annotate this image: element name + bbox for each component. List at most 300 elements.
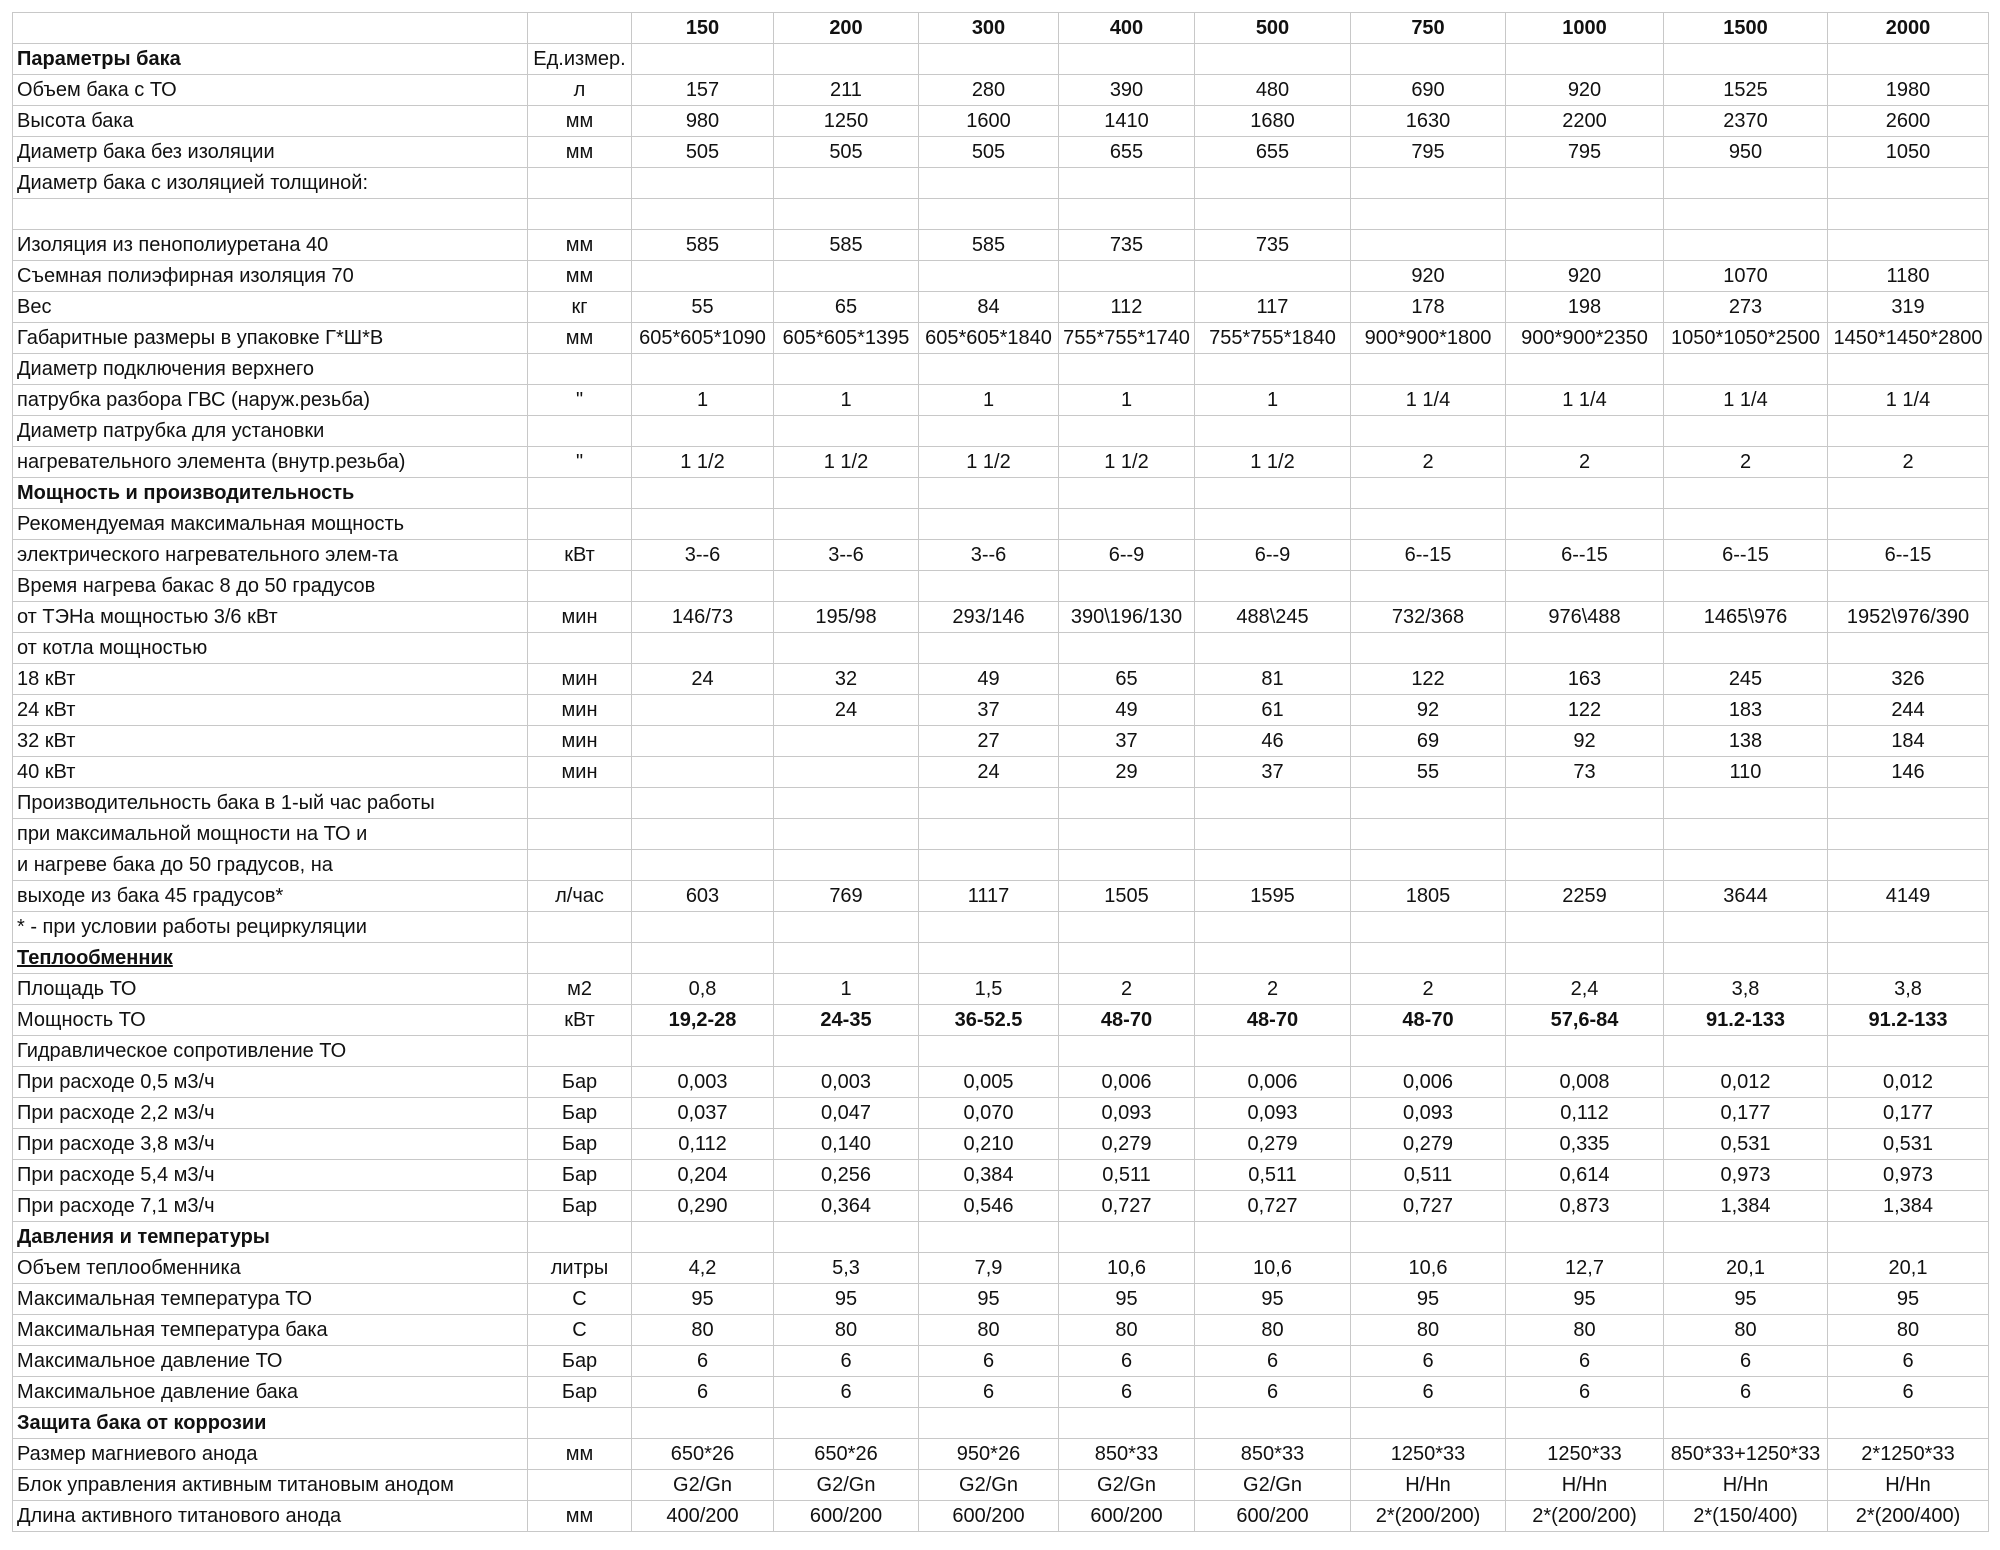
value-cell bbox=[632, 819, 774, 850]
value-cell: 55 bbox=[1351, 757, 1506, 788]
value-cell: 0,256 bbox=[774, 1160, 919, 1191]
value-cell: 605*605*1090 bbox=[632, 323, 774, 354]
value-cell: 0,727 bbox=[1351, 1191, 1506, 1222]
table-row bbox=[13, 75, 1989, 106]
value-cell bbox=[774, 416, 919, 447]
value-cell: 37 bbox=[919, 695, 1059, 726]
table-row bbox=[13, 1036, 1989, 1067]
row-unit bbox=[528, 1222, 632, 1253]
value-cell bbox=[1506, 478, 1664, 509]
value-cell bbox=[632, 354, 774, 385]
value-cell: 95 bbox=[1664, 1284, 1828, 1315]
value-cell bbox=[1664, 819, 1828, 850]
row-unit: Бар bbox=[528, 1098, 632, 1129]
value-cell bbox=[1506, 1408, 1664, 1439]
value-cell: 480 bbox=[1195, 75, 1351, 106]
value-cell: 0,335 bbox=[1506, 1129, 1664, 1160]
value-cell: 0,873 bbox=[1506, 1191, 1664, 1222]
value-cell: 1,5 bbox=[919, 974, 1059, 1005]
value-cell: 2370 bbox=[1664, 106, 1828, 137]
value-cell bbox=[1828, 850, 1989, 881]
value-cell: 211 bbox=[774, 75, 919, 106]
value-cell: 6 bbox=[632, 1346, 774, 1377]
value-cell: 4,2 bbox=[632, 1253, 774, 1284]
value-cell: 980 bbox=[632, 106, 774, 137]
value-cell bbox=[1506, 509, 1664, 540]
row-label: Диаметр бака без изоляции bbox=[13, 137, 528, 168]
value-cell bbox=[1195, 788, 1351, 819]
value-cell bbox=[774, 1036, 919, 1067]
row-label: При расходе 2,2 м3/ч bbox=[13, 1098, 528, 1129]
value-cell: 0,204 bbox=[632, 1160, 774, 1191]
row-label: Вес bbox=[13, 292, 528, 323]
value-cell bbox=[919, 199, 1059, 230]
value-cell: 1600 bbox=[919, 106, 1059, 137]
row-unit: Ед.измер. bbox=[528, 44, 632, 75]
value-cell: 6--15 bbox=[1828, 540, 1989, 571]
value-cell bbox=[632, 199, 774, 230]
value-cell: 0,093 bbox=[1351, 1098, 1506, 1129]
value-cell: 0,005 bbox=[919, 1067, 1059, 1098]
value-cell: 1410 bbox=[1059, 106, 1195, 137]
value-cell bbox=[1195, 261, 1351, 292]
value-cell bbox=[1195, 1408, 1351, 1439]
value-cell: 850*33 bbox=[1195, 1439, 1351, 1470]
value-cell bbox=[1059, 943, 1195, 974]
value-cell: 6 bbox=[1059, 1377, 1195, 1408]
value-cell: 2 bbox=[1351, 974, 1506, 1005]
value-cell: 900*900*2350 bbox=[1506, 323, 1664, 354]
table-row bbox=[13, 44, 1989, 75]
value-cell: 163 bbox=[1506, 664, 1664, 695]
value-cell: 95 bbox=[1195, 1284, 1351, 1315]
value-cell: 48-70 bbox=[1195, 1005, 1351, 1036]
value-cell: 600/200 bbox=[919, 1501, 1059, 1532]
value-cell bbox=[1059, 416, 1195, 447]
value-cell: 6 bbox=[774, 1377, 919, 1408]
value-cell bbox=[632, 912, 774, 943]
value-cell: 20,1 bbox=[1828, 1253, 1989, 1284]
value-cell bbox=[774, 168, 919, 199]
row-label: Рекомендуемая максимальная мощность bbox=[13, 509, 528, 540]
row-label: выходе из бака 45 градусов* bbox=[13, 881, 528, 912]
value-cell bbox=[1351, 850, 1506, 881]
row-label: Объем теплообменника bbox=[13, 1253, 528, 1284]
value-cell: 1250 bbox=[774, 106, 919, 137]
value-cell: 0,279 bbox=[1059, 1129, 1195, 1160]
row-unit bbox=[528, 819, 632, 850]
value-cell bbox=[632, 788, 774, 819]
value-cell: 6 bbox=[1664, 1377, 1828, 1408]
table-row bbox=[13, 230, 1989, 261]
value-cell: 48-70 bbox=[1351, 1005, 1506, 1036]
value-cell bbox=[1059, 912, 1195, 943]
value-cell: 12,7 bbox=[1506, 1253, 1664, 1284]
value-cell bbox=[632, 726, 774, 757]
value-cell: 245 bbox=[1664, 664, 1828, 695]
value-cell: 0,727 bbox=[1195, 1191, 1351, 1222]
value-cell: 0,006 bbox=[1195, 1067, 1351, 1098]
row-label: от котла мощностью bbox=[13, 633, 528, 664]
value-cell: 1250*33 bbox=[1351, 1439, 1506, 1470]
value-cell: 146 bbox=[1828, 757, 1989, 788]
value-cell bbox=[919, 509, 1059, 540]
value-cell: 6 bbox=[774, 1346, 919, 1377]
value-cell bbox=[1195, 912, 1351, 943]
value-cell bbox=[632, 571, 774, 602]
row-label: Давления и температуры bbox=[13, 1222, 528, 1253]
value-cell: 1505 bbox=[1059, 881, 1195, 912]
value-cell bbox=[1195, 1036, 1351, 1067]
value-cell bbox=[1828, 199, 1989, 230]
row-label: Диаметр патрубка для установки bbox=[13, 416, 528, 447]
value-cell bbox=[774, 509, 919, 540]
value-cell: 795 bbox=[1351, 137, 1506, 168]
value-cell bbox=[1828, 912, 1989, 943]
value-cell: 2200 bbox=[1506, 106, 1664, 137]
row-unit: мин bbox=[528, 726, 632, 757]
value-cell bbox=[919, 416, 1059, 447]
value-cell bbox=[1506, 788, 1664, 819]
column-header: 200 bbox=[774, 13, 919, 44]
value-cell bbox=[1195, 850, 1351, 881]
value-cell bbox=[1059, 44, 1195, 75]
value-cell: 390\196/130 bbox=[1059, 602, 1195, 633]
value-cell bbox=[1059, 354, 1195, 385]
row-unit: Бар bbox=[528, 1067, 632, 1098]
value-cell: H/Hn bbox=[1506, 1470, 1664, 1501]
row-unit: мин bbox=[528, 757, 632, 788]
row-unit: мин bbox=[528, 664, 632, 695]
value-cell bbox=[632, 695, 774, 726]
value-cell bbox=[774, 44, 919, 75]
value-cell: 1805 bbox=[1351, 881, 1506, 912]
row-unit: мм bbox=[528, 1501, 632, 1532]
value-cell: 24 bbox=[919, 757, 1059, 788]
value-cell: 1050*1050*2500 bbox=[1664, 323, 1828, 354]
value-cell: 2*(200/200) bbox=[1506, 1501, 1664, 1532]
value-cell bbox=[919, 168, 1059, 199]
table-row bbox=[13, 1067, 1989, 1098]
value-cell bbox=[1351, 416, 1506, 447]
table-row bbox=[13, 1222, 1989, 1253]
value-cell bbox=[1351, 1408, 1506, 1439]
value-cell: H/Hn bbox=[1828, 1470, 1989, 1501]
row-label: Теплообменник bbox=[13, 943, 528, 974]
value-cell: 6 bbox=[1195, 1377, 1351, 1408]
value-cell: 6 bbox=[1351, 1346, 1506, 1377]
row-unit bbox=[528, 1470, 632, 1501]
value-cell: 80 bbox=[1059, 1315, 1195, 1346]
value-cell bbox=[1506, 850, 1664, 881]
row-label: Время нагрева бакас 8 до 50 градусов bbox=[13, 571, 528, 602]
value-cell: 1117 bbox=[919, 881, 1059, 912]
value-cell bbox=[1828, 354, 1989, 385]
row-label: патрубка разбора ГВС (наруж.резьба) bbox=[13, 385, 528, 416]
value-cell: 273 bbox=[1664, 292, 1828, 323]
value-cell: 1680 bbox=[1195, 106, 1351, 137]
table-row bbox=[13, 1408, 1989, 1439]
row-unit bbox=[528, 509, 632, 540]
value-cell: 81 bbox=[1195, 664, 1351, 695]
value-cell: 0,727 bbox=[1059, 1191, 1195, 1222]
value-cell: 1980 bbox=[1828, 75, 1989, 106]
row-label: 32 кВт bbox=[13, 726, 528, 757]
value-cell: 65 bbox=[1059, 664, 1195, 695]
table-row bbox=[13, 633, 1989, 664]
value-cell bbox=[1059, 819, 1195, 850]
value-cell: 0,210 bbox=[919, 1129, 1059, 1160]
row-unit: кВт bbox=[528, 540, 632, 571]
row-unit bbox=[528, 1408, 632, 1439]
row-unit: мм bbox=[528, 230, 632, 261]
value-cell bbox=[1506, 819, 1664, 850]
value-cell: 1 1/2 bbox=[632, 447, 774, 478]
value-cell bbox=[1828, 478, 1989, 509]
value-cell bbox=[774, 571, 919, 602]
value-cell: 95 bbox=[774, 1284, 919, 1315]
row-unit: " bbox=[528, 447, 632, 478]
value-cell: 2*(200/200) bbox=[1351, 1501, 1506, 1532]
row-label: при максимальной мощности на ТО и bbox=[13, 819, 528, 850]
value-cell: 2 bbox=[1506, 447, 1664, 478]
value-cell bbox=[919, 850, 1059, 881]
value-cell: 6 bbox=[632, 1377, 774, 1408]
value-cell: 6--15 bbox=[1506, 540, 1664, 571]
table-row bbox=[13, 974, 1989, 1005]
row-unit bbox=[528, 633, 632, 664]
value-cell: 1 bbox=[774, 974, 919, 1005]
value-cell bbox=[1059, 850, 1195, 881]
value-cell: 0,290 bbox=[632, 1191, 774, 1222]
value-cell: G2/Gn bbox=[919, 1470, 1059, 1501]
value-cell: 69 bbox=[1351, 726, 1506, 757]
value-cell: 6 bbox=[1506, 1346, 1664, 1377]
value-cell: 244 bbox=[1828, 695, 1989, 726]
value-cell bbox=[1195, 478, 1351, 509]
value-cell: 91.2-133 bbox=[1664, 1005, 1828, 1036]
value-cell bbox=[919, 478, 1059, 509]
row-unit: м2 bbox=[528, 974, 632, 1005]
value-cell: 110 bbox=[1664, 757, 1828, 788]
column-header: 150 bbox=[632, 13, 774, 44]
value-cell bbox=[919, 819, 1059, 850]
value-cell bbox=[1195, 509, 1351, 540]
value-cell: 49 bbox=[919, 664, 1059, 695]
table-row bbox=[13, 323, 1989, 354]
value-cell bbox=[1351, 912, 1506, 943]
value-cell: 32 bbox=[774, 664, 919, 695]
value-cell: 0,364 bbox=[774, 1191, 919, 1222]
value-cell bbox=[1664, 788, 1828, 819]
value-cell bbox=[1828, 943, 1989, 974]
table-row bbox=[13, 199, 1989, 230]
value-cell bbox=[1506, 1222, 1664, 1253]
value-cell: 735 bbox=[1195, 230, 1351, 261]
value-cell: 1250*33 bbox=[1506, 1439, 1664, 1470]
value-cell: 91.2-133 bbox=[1828, 1005, 1989, 1036]
value-cell: 0,140 bbox=[774, 1129, 919, 1160]
row-label: Размер магниевого анода bbox=[13, 1439, 528, 1470]
row-unit bbox=[528, 354, 632, 385]
value-cell bbox=[1664, 44, 1828, 75]
table-row bbox=[13, 106, 1989, 137]
value-cell: 95 bbox=[1506, 1284, 1664, 1315]
value-cell bbox=[632, 168, 774, 199]
value-cell: 2*(200/400) bbox=[1828, 1501, 1989, 1532]
value-cell bbox=[1664, 168, 1828, 199]
value-cell bbox=[919, 633, 1059, 664]
value-cell: 1 bbox=[919, 385, 1059, 416]
value-cell: H/Hn bbox=[1351, 1470, 1506, 1501]
table-row bbox=[13, 540, 1989, 571]
row-label: Защита бака от коррозии bbox=[13, 1408, 528, 1439]
table-row bbox=[13, 1439, 1989, 1470]
value-cell bbox=[1828, 1408, 1989, 1439]
value-cell: 505 bbox=[774, 137, 919, 168]
value-cell: 1952\976/390 bbox=[1828, 602, 1989, 633]
value-cell: 0,177 bbox=[1664, 1098, 1828, 1129]
value-cell bbox=[632, 1408, 774, 1439]
value-cell: 1 1/2 bbox=[1059, 447, 1195, 478]
value-cell bbox=[1351, 230, 1506, 261]
row-label: Блок управления активным титановым анодом bbox=[13, 1470, 528, 1501]
value-cell bbox=[1351, 788, 1506, 819]
column-header: 1500 bbox=[1664, 13, 1828, 44]
value-cell: 1465\976 bbox=[1664, 602, 1828, 633]
table-row bbox=[13, 168, 1989, 199]
value-cell: 95 bbox=[1351, 1284, 1506, 1315]
value-cell: 73 bbox=[1506, 757, 1664, 788]
value-cell bbox=[1195, 44, 1351, 75]
value-cell bbox=[632, 261, 774, 292]
value-cell bbox=[1351, 478, 1506, 509]
value-cell: 585 bbox=[919, 230, 1059, 261]
value-cell: 390 bbox=[1059, 75, 1195, 106]
value-cell bbox=[1195, 1222, 1351, 1253]
spec-table-body bbox=[13, 13, 1989, 1532]
value-cell: 732/368 bbox=[1351, 602, 1506, 633]
value-cell: 900*900*1800 bbox=[1351, 323, 1506, 354]
table-row bbox=[13, 571, 1989, 602]
table-row bbox=[13, 416, 1989, 447]
value-cell: 920 bbox=[1351, 261, 1506, 292]
value-cell: 61 bbox=[1195, 695, 1351, 726]
value-cell: 2,4 bbox=[1506, 974, 1664, 1005]
row-label: Диаметр бака с изоляцией толщиной: bbox=[13, 168, 528, 199]
row-label: электрического нагревательного элем-та bbox=[13, 540, 528, 571]
value-cell bbox=[1059, 1222, 1195, 1253]
value-cell bbox=[632, 416, 774, 447]
value-cell: 6 bbox=[919, 1346, 1059, 1377]
value-cell: 769 bbox=[774, 881, 919, 912]
value-cell: 755*755*1840 bbox=[1195, 323, 1351, 354]
value-cell: 80 bbox=[1828, 1315, 1989, 1346]
value-cell: 920 bbox=[1506, 75, 1664, 106]
table-row bbox=[13, 1470, 1989, 1501]
value-cell bbox=[1059, 633, 1195, 664]
value-cell: 0,511 bbox=[1059, 1160, 1195, 1191]
value-cell bbox=[1664, 850, 1828, 881]
value-cell bbox=[1059, 1036, 1195, 1067]
row-label: Мощность ТО bbox=[13, 1005, 528, 1036]
value-cell: 6 bbox=[1664, 1346, 1828, 1377]
value-cell bbox=[632, 943, 774, 974]
value-cell: 1595 bbox=[1195, 881, 1351, 912]
value-cell: 27 bbox=[919, 726, 1059, 757]
value-cell: 0,973 bbox=[1828, 1160, 1989, 1191]
value-cell bbox=[632, 633, 774, 664]
value-cell bbox=[774, 912, 919, 943]
value-cell: 95 bbox=[1828, 1284, 1989, 1315]
value-cell: 488\245 bbox=[1195, 602, 1351, 633]
table-row bbox=[13, 695, 1989, 726]
value-cell bbox=[1828, 571, 1989, 602]
value-cell bbox=[919, 354, 1059, 385]
value-cell: 0,531 bbox=[1828, 1129, 1989, 1160]
value-cell bbox=[1351, 44, 1506, 75]
value-cell: 0,093 bbox=[1195, 1098, 1351, 1129]
value-cell: 1450*1450*2800 bbox=[1828, 323, 1989, 354]
value-cell: 600/200 bbox=[774, 1501, 919, 1532]
value-cell bbox=[1351, 1222, 1506, 1253]
value-cell: 0,384 bbox=[919, 1160, 1059, 1191]
table-row bbox=[13, 850, 1989, 881]
table-row bbox=[13, 1315, 1989, 1346]
value-cell: 0,112 bbox=[1506, 1098, 1664, 1129]
value-cell bbox=[1351, 571, 1506, 602]
value-cell: 0,047 bbox=[774, 1098, 919, 1129]
row-label: Мощность и производительность bbox=[13, 478, 528, 509]
column-header: 500 bbox=[1195, 13, 1351, 44]
row-unit: мм bbox=[528, 106, 632, 137]
value-cell: 850*33+1250*33 bbox=[1664, 1439, 1828, 1470]
value-cell bbox=[632, 478, 774, 509]
value-cell: 400/200 bbox=[632, 1501, 774, 1532]
value-cell: 1 1/2 bbox=[774, 447, 919, 478]
row-label: Максимальная температура ТО bbox=[13, 1284, 528, 1315]
value-cell: 3,8 bbox=[1664, 974, 1828, 1005]
value-cell: 24 bbox=[632, 664, 774, 695]
value-cell bbox=[1195, 571, 1351, 602]
value-cell bbox=[774, 354, 919, 385]
value-cell bbox=[774, 1222, 919, 1253]
row-unit bbox=[528, 199, 632, 230]
header-row bbox=[13, 13, 1989, 44]
value-cell: G2/Gn bbox=[774, 1470, 919, 1501]
row-unit: литры bbox=[528, 1253, 632, 1284]
row-unit: мм bbox=[528, 323, 632, 354]
table-row bbox=[13, 1098, 1989, 1129]
row-unit: мм bbox=[528, 1439, 632, 1470]
value-cell: 690 bbox=[1351, 75, 1506, 106]
row-unit: кВт bbox=[528, 1005, 632, 1036]
row-label: Максимальное давление бака bbox=[13, 1377, 528, 1408]
row-label: Производительность бака в 1-ый час работы bbox=[13, 788, 528, 819]
value-cell bbox=[1828, 1036, 1989, 1067]
row-unit bbox=[528, 850, 632, 881]
value-cell: 178 bbox=[1351, 292, 1506, 323]
value-cell: 92 bbox=[1351, 695, 1506, 726]
row-unit: " bbox=[528, 385, 632, 416]
value-cell bbox=[774, 943, 919, 974]
value-cell: 6 bbox=[1059, 1346, 1195, 1377]
table-row bbox=[13, 1129, 1989, 1160]
value-cell: 585 bbox=[632, 230, 774, 261]
row-unit: С bbox=[528, 1284, 632, 1315]
value-cell bbox=[1195, 633, 1351, 664]
value-cell: 157 bbox=[632, 75, 774, 106]
